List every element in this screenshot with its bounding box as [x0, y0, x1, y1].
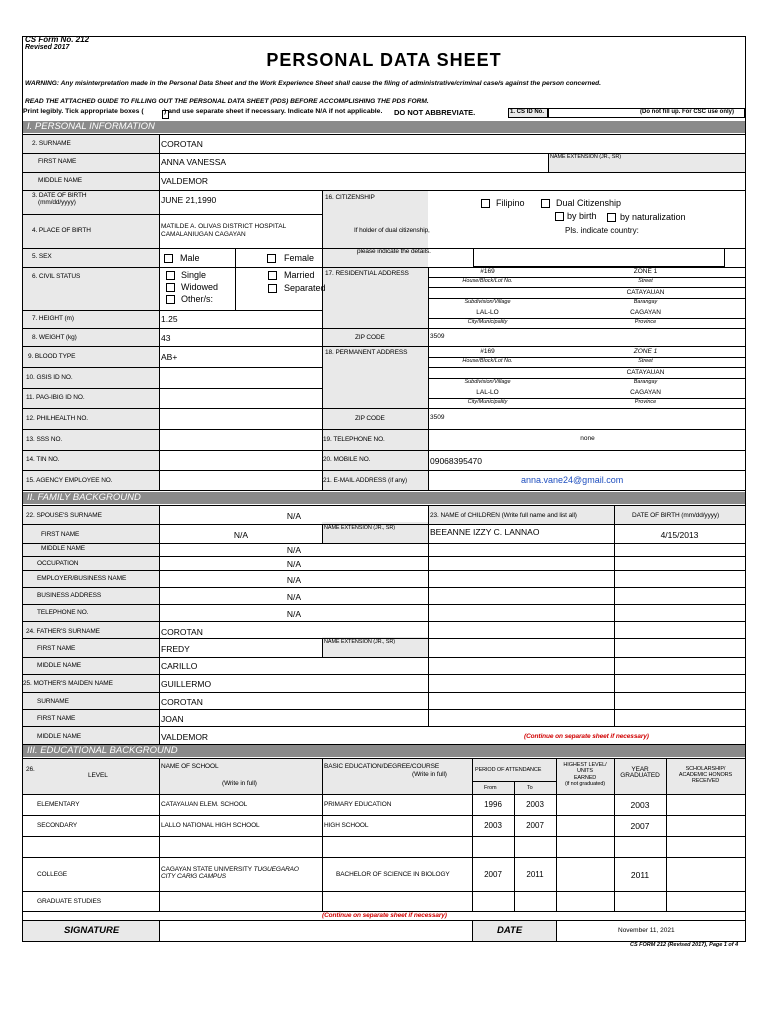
father-first-name-label: FIRST NAME [37, 645, 76, 652]
perm-barangay-caption: Barangay [633, 379, 658, 385]
edu-course-college[interactable]: BACHELOR OF SCIENCE IN BIOLOGY [336, 871, 450, 878]
perm-zip-label: ZIP CODE [355, 415, 385, 422]
spouse-telephone-value[interactable]: N/A [286, 609, 302, 619]
father-name-extension-label: NAME EXTENSION (JR., SR) [324, 639, 395, 645]
highest-header-1: HIGHEST LEVEL/ [563, 762, 607, 768]
mother-surname-value[interactable]: COROTAN [161, 697, 203, 707]
agency-employee-label: 15. AGENCY EMPLOYEE NO. [26, 477, 113, 484]
mobile-label: 20. MOBILE NO. [323, 456, 371, 463]
mother-first-name-label: FIRST NAME [37, 715, 76, 722]
res-house[interactable]: #169 [480, 268, 495, 275]
school-subheader: (Write in full) [222, 780, 257, 787]
permanent-address-label: 18. PERMANENT ADDRESS [325, 349, 408, 356]
edu-from-elementary[interactable]: 1996 [484, 800, 502, 809]
res-province-caption: Province [634, 319, 657, 325]
employer-value[interactable]: N/A [286, 575, 302, 585]
res-city[interactable]: LAL-LO [476, 309, 499, 316]
dob-format: (mm/dd/yyyy) [38, 199, 76, 206]
edu-to-elementary[interactable]: 2003 [526, 800, 544, 809]
height-label: 7. HEIGHT (m) [32, 315, 74, 322]
dual-citizenship-checkbox[interactable] [541, 199, 550, 208]
family-continue-note: (Continue on separate sheet if necessary) [524, 733, 649, 740]
perm-street[interactable]: ZONE 1 [633, 348, 658, 355]
residential-address-label: 17. RESIDENTIAL ADDRESS [325, 270, 409, 277]
edu-course-elementary[interactable]: PRIMARY EDUCATION [324, 801, 392, 808]
other-label: Other/s: [181, 294, 214, 304]
spouse-surname-label: 22. SPOUSE'S SURNAME [26, 512, 102, 519]
edu-school-elementary[interactable]: CATAYAUAN ELEM. SCHOOL [161, 801, 248, 808]
signature-label: SIGNATURE [64, 925, 120, 936]
male-label: Male [180, 253, 200, 263]
level-header: LEVEL [88, 772, 108, 779]
dob-label: 3. DATE OF BIRTH [32, 192, 87, 199]
edu-level-college: COLLEGE [37, 871, 68, 878]
country-label: Pls. indicate country: [565, 226, 639, 235]
edu-from-college[interactable]: 2007 [484, 870, 502, 879]
res-province[interactable]: CAGAYAN [630, 309, 661, 316]
section-family-background: II. FAMILY BACKGROUND [23, 492, 745, 504]
female-label: Female [284, 253, 315, 263]
middle-name-label: MIDDLE NAME [38, 177, 83, 184]
filipino-checkbox[interactable] [481, 199, 490, 208]
period-header: PERIOD OF ATTENDANCE [475, 767, 542, 773]
res-house-caption: House/Block/Lot No. [462, 278, 513, 284]
date-value[interactable]: November 11, 2021 [618, 927, 675, 934]
edu-level-elementary: ELEMENTARY [37, 801, 80, 808]
course-header: BASIC EDUCATION/DEGREE/COURSE [324, 763, 440, 770]
cs-id-label: 1. CS ID No. [510, 109, 545, 115]
honors-header-2: ACADEMIC HONORS [678, 772, 733, 778]
business-address-label: BUSINESS ADDRESS [37, 592, 102, 599]
res-city-caption: City/Municipality [467, 319, 508, 325]
pob-line2[interactable]: CAMALANIUGAN CAGAYAN [161, 231, 246, 238]
res-street[interactable]: ZONE 1 [633, 268, 658, 275]
section-educational-background: III. EDUCATIONAL BACKGROUND [23, 745, 745, 757]
signature-field[interactable] [160, 921, 472, 941]
male-checkbox[interactable] [164, 254, 173, 263]
mother-middle-name-value[interactable]: VALDEMOR [161, 732, 209, 742]
sss-label: 13. SSS NO. [26, 436, 63, 443]
mother-surname-label: SURNAME [37, 698, 69, 705]
philhealth-label: 12. PHILHEALTH NO. [26, 415, 89, 422]
widowed-label: Widowed [181, 282, 219, 292]
guide-text: READ THE ATTACHED GUIDE TO FILLING OUT THE PERSONAL DATA SHEET (PDS) BEFORE ACCOMPLISHING THE PDS FORM. [25, 98, 429, 105]
spouse-surname-value[interactable]: N/A [286, 511, 302, 521]
edu-course-secondary[interactable]: HIGH SCHOOL [324, 822, 369, 829]
edu-year-elementary[interactable]: 2003 [630, 800, 650, 810]
form-number: CS Form No. 212 [25, 35, 90, 44]
perm-province-caption: Province [634, 399, 657, 405]
res-zip[interactable]: 3509 [430, 333, 445, 340]
edu-year-college[interactable]: 2011 [630, 870, 650, 880]
pagibig-label: 11. PAG-IBIG ID NO. [26, 394, 85, 401]
edu-from-secondary[interactable]: 2003 [484, 821, 502, 830]
honors-header-1: SCHOLARSHIP/ [685, 766, 726, 772]
edu-year-secondary[interactable]: 2007 [630, 821, 650, 831]
single-checkbox[interactable] [166, 271, 175, 280]
father-middle-name-value[interactable]: CARILLO [161, 661, 198, 671]
weight-value[interactable]: 43 [161, 333, 171, 343]
csc-use-note: (Do not fill up. For CSC use only) [640, 109, 734, 115]
separated-label: Separated [284, 283, 326, 293]
child-dob-value[interactable]: 4/15/2013 [660, 530, 699, 540]
college-school-part-1: CAGAYAN STATE UNIVERSITY [161, 866, 252, 873]
married-label: Married [284, 270, 315, 280]
from-header: From [484, 785, 497, 791]
employer-label: EMPLOYER/BUSINESS NAME [37, 575, 127, 582]
height-value[interactable]: 1.25 [161, 314, 178, 324]
res-barangay[interactable]: CATAYAUAN [626, 289, 665, 296]
edu-school-college-2[interactable]: CITY CARIG CAMPUS [161, 873, 226, 880]
email-value[interactable]: anna.vane24@gmail.com [521, 475, 624, 485]
mobile-value[interactable]: 09068395470 [430, 456, 483, 466]
spouse-first-name-label: FIRST NAME [41, 531, 80, 538]
perm-house[interactable]: #169 [480, 348, 495, 355]
course-subheader: (Write in full) [412, 771, 447, 778]
middle-name-value[interactable]: VALDEMOR [161, 176, 209, 186]
by-naturalization-checkbox[interactable] [607, 213, 616, 222]
perm-city[interactable]: LAL-LO [476, 389, 499, 396]
blood-type-value[interactable]: AB+ [161, 352, 178, 362]
highest-header-3: EARNED [573, 775, 597, 781]
sex-label: 5. SEX [32, 253, 52, 260]
mother-middle-name-label: MIDDLE NAME [37, 733, 82, 740]
single-label: Single [181, 270, 207, 280]
married-checkbox[interactable] [268, 271, 277, 280]
mother-maiden-value[interactable]: GUILLERMO [161, 679, 212, 689]
spouse-name-extension-label: NAME EXTENSION (JR., SR) [324, 525, 395, 531]
child-name-value[interactable]: BEEANNE IZZY C. LANNAO [430, 527, 540, 537]
tin-label: 14. TIN NO. [26, 456, 60, 463]
occupation-label: OCCUPATION [37, 560, 79, 567]
perm-zip[interactable]: 3509 [430, 414, 445, 421]
edu-level-secondary: SECONDARY [37, 822, 78, 829]
edu-school-secondary[interactable]: LALLO NATIONAL HIGH SCHOOL [161, 822, 260, 829]
children-label: 23. NAME of CHILDREN (Write full name and list all) [430, 512, 577, 519]
college-school-part-2: TUGUEGARAO [253, 866, 299, 873]
email-label: 21. E-MAIL ADDRESS (if any) [323, 477, 408, 484]
perm-barangay[interactable]: CATAYAUAN [626, 369, 665, 376]
edu-school-college-1[interactable] [161, 866, 299, 873]
dual-note-2: please indicate the details. [357, 248, 431, 255]
warning-text: WARNING: Any misinterpretation made in the Personal Data Sheet and the Work Experience Sheet shall cause the filing of administrative/criminal case/s against the person concerned. [25, 80, 602, 87]
citizenship-label: 16. CITIZENSHIP [325, 194, 375, 201]
dual-citizenship-label: Dual Citizenship [556, 198, 622, 208]
do-not-abbreviate: DO NOT ABBREVIATE. [394, 108, 476, 117]
honors-header-3: RECEIVED [691, 778, 720, 784]
section-personal-information: I. PERSONAL INFORMATION [23, 121, 745, 133]
blood-type-label: 9. BLOOD TYPE [28, 353, 76, 360]
telephone-value[interactable]: none [580, 435, 595, 442]
first-name-label: FIRST NAME [38, 158, 77, 165]
weight-label: 8. WEIGHT (kg) [32, 334, 77, 341]
perm-house-caption: House/Block/Lot No. [462, 358, 513, 364]
father-surname-value[interactable]: COROTAN [161, 627, 203, 637]
name-extension-label: NAME EXTENSION (JR., SR) [550, 154, 621, 160]
by-birth-checkbox[interactable] [555, 212, 564, 221]
by-naturalization-label: by naturalization [620, 212, 686, 222]
female-checkbox[interactable] [267, 254, 276, 263]
pob-label: 4. PLACE OF BIRTH [32, 227, 91, 234]
perm-street-caption: Street [638, 358, 653, 364]
highest-header-2: UNITS [576, 768, 593, 774]
widowed-checkbox[interactable] [166, 283, 175, 292]
res-street-caption: Street [638, 278, 653, 284]
to-header: To [527, 785, 533, 791]
form-revision: Revised 2017 [25, 44, 70, 51]
pob-line1[interactable]: MATILDE A. OLIVAS DISTRICT HOSPITAL [161, 223, 287, 230]
other-checkbox[interactable] [166, 295, 175, 304]
father-first-name-value[interactable]: FREDY [161, 644, 190, 654]
year-graduated-2: GRADUATED [620, 772, 660, 779]
res-barangay-caption: Barangay [633, 299, 658, 305]
res-subdivision-caption: Subdivision/Village [464, 299, 511, 305]
civil-status-label: 6. CIVIL STATUS [32, 273, 81, 280]
father-middle-name-label: MIDDLE NAME [37, 662, 82, 669]
telephone-label: 19. TELEPHONE NO. [323, 436, 385, 443]
dob-value[interactable]: JUNE 21,1990 [161, 195, 217, 205]
filipino-label: Filipino [496, 198, 525, 208]
perm-city-caption: City/Municipality [467, 399, 508, 405]
edu-to-college[interactable]: 2011 [526, 870, 544, 879]
page-note: CS FORM 212 (Revised 2017), Page 1 of 4 [630, 942, 739, 948]
spouse-middle-name-label: MIDDLE NAME [41, 545, 86, 552]
res-zip-label: ZIP CODE [355, 334, 385, 341]
perm-subdivision-caption: Subdivision/Village [464, 379, 511, 385]
surname-label: 2. SURNAME [32, 140, 71, 147]
page-title: PERSONAL DATA SHEET [266, 50, 502, 70]
spouse-first-name-value[interactable]: N/A [233, 530, 249, 540]
child-dob-label: DATE OF BIRTH (mm/dd/yyyy) [632, 512, 720, 519]
business-address-value[interactable]: N/A [286, 592, 302, 602]
edu-to-secondary[interactable]: 2007 [526, 821, 544, 830]
dual-note-1: If holder of dual citizenship, [354, 227, 430, 234]
highest-header-4: (if not graduated) [564, 781, 606, 787]
date-label: DATE [497, 925, 523, 936]
gsis-label: 10. GSIS ID NO. [26, 374, 73, 381]
occupation-value[interactable]: N/A [286, 559, 302, 569]
edu-number: 26. [26, 766, 35, 773]
edu-level-graduate: GRADUATE STUDIES [37, 898, 102, 905]
surname-value[interactable]: COROTAN [161, 139, 203, 149]
father-surname-label: 24. FATHER'S SURNAME [26, 628, 100, 635]
spouse-telephone-label: TELEPHONE NO. [37, 609, 89, 616]
print-legibly-text: Print legibly. Tick appropriate boxes ( [23, 108, 144, 115]
first-name-value[interactable]: ANNA VANESSA [161, 157, 227, 167]
separated-checkbox[interactable] [268, 284, 277, 293]
mother-maiden-label: 25. MOTHER'S MAIDEN NAME [23, 680, 113, 687]
dual-country-field[interactable] [473, 248, 725, 267]
mother-first-name-value[interactable]: JOAN [161, 714, 184, 724]
school-header: NAME OF SCHOOL [161, 763, 219, 770]
year-graduated-1: YEAR [631, 766, 649, 773]
by-birth-label: by birth [567, 211, 597, 221]
perm-province[interactable]: CAGAYAN [630, 389, 661, 396]
spouse-middle-name-value[interactable]: N/A [286, 545, 302, 555]
education-continue-note: (Continue on separate sheet if necessary) [322, 912, 447, 919]
print-legibly-text-2: ) and use separate sheet if necessary. Indicate N/A if not applicable. [164, 108, 383, 115]
